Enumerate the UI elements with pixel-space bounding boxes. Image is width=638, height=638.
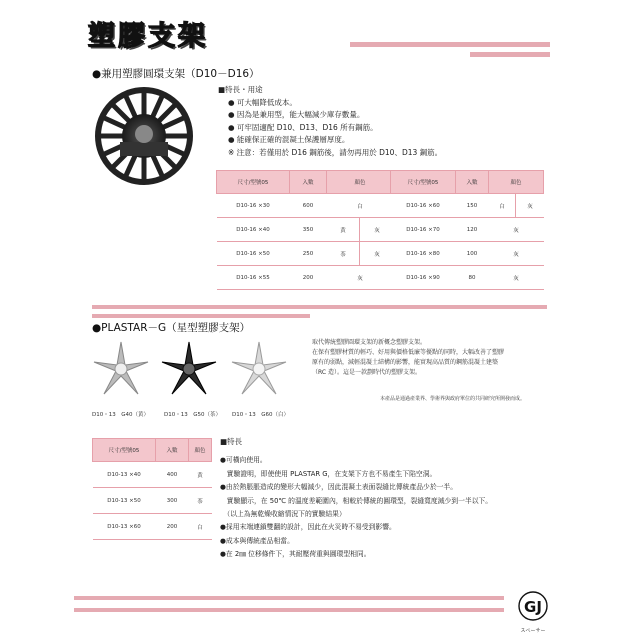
logo-mark-icon — [513, 589, 553, 623]
star-spacer-image-yellow — [92, 340, 150, 398]
col-header-qty: 入數 — [156, 439, 189, 462]
feature-item: （以上為無乾燥收縮情況下的實驗結果） — [220, 510, 346, 519]
table-row: D10-16 ×70 120 灰 — [391, 218, 544, 242]
col-header-size: 尺寸/型號05 — [93, 439, 156, 462]
star-caption: D10・13 G50（茶） — [164, 412, 221, 418]
table-row: D10-16 ×90 80 灰 — [391, 266, 544, 290]
credit-note: 本產品是通過產業界、學術界與政府單位的共同研究所開發而成。 — [380, 396, 526, 402]
table-row: D10-16 ×55 200 灰 — [217, 266, 394, 290]
feature-item: ●由於熱脹脹造成的變形大幅減少，因此混凝土表面裂縫比傳統產品少於一半。 — [220, 483, 458, 492]
col-header-color: 顏色 — [327, 171, 394, 194]
intro-line: 在保有塑膠材質的輕巧、好用與價格低廉等優點的同時，大幅改善了塑膠 — [312, 349, 505, 356]
intro-line: （RC 造）。這是一款劃時代的塑膠支架。 — [312, 369, 421, 376]
logo-letters: GJ — [524, 598, 542, 616]
section1-features — [218, 84, 442, 160]
ring-spacer-image — [90, 82, 198, 190]
feature-item: ● 可大幅降低成本。 — [228, 97, 297, 107]
section2-heading: ●PLASTAR－G（星型塑膠支架） — [92, 322, 251, 334]
spec-table-right — [390, 170, 544, 290]
intro-line: 取代傳統塑膠圓環支架的新概念塑膠支架。 — [312, 339, 427, 346]
table-row: D10-16 ×40 350 黃 灰 — [217, 218, 394, 242]
feature-item: ● 能確保正確的混凝土保護層厚度。 — [228, 135, 350, 145]
star-spacer-image-brown — [160, 340, 218, 398]
section1-heading: ●兼用塑膠圓環支架（D10－D16） — [92, 68, 260, 80]
section2-features — [220, 435, 492, 562]
title-underline-bar — [350, 42, 550, 47]
table-row: D10-16 ×80 100 灰 — [391, 242, 544, 266]
star-spacer-image-white — [230, 340, 288, 398]
feature-item: 實驗顯示，在 50℃ 的溫度差範圍內，相較於傳統的圓環型，裂縫寬度減少到一半以下。 — [220, 496, 493, 505]
features-heading: ■特長・用途 — [218, 85, 263, 94]
spec-table-plastar — [92, 438, 212, 540]
table-row: D10-13 ×50 300 茶 — [93, 488, 212, 514]
feature-item: ● 因為是兼用型，能大幅減少庫存數量。 — [228, 110, 365, 120]
section-divider-bar — [92, 305, 547, 309]
col-header-size: 尺寸/型號05 — [217, 171, 290, 194]
feature-item: ●採用末端連鎖雙翻的設計，因此在火災時不易受到影響。 — [220, 523, 396, 532]
table-row: D10-16 ×30 600 白 — [217, 194, 394, 218]
col-header-qty: 入數 — [456, 171, 489, 194]
col-header-color: 顏色 — [189, 439, 212, 462]
footer-bar-short — [74, 608, 504, 612]
feature-item: ● 可牢固適配 D10、D13、D16 所有鋼筋。 — [228, 122, 378, 132]
feature-item: 實驗證明，即使使用 PLASTAR G，在支架下方也不易產生下陷空洞。 — [220, 469, 437, 478]
section-divider-bar-short — [92, 314, 310, 318]
features-heading: ■特長 — [220, 437, 243, 446]
intro-line: 原有的弱點，減輕混凝土結構的影響，能實現高品質的鋼筋混凝土建築 — [312, 359, 499, 366]
logo-text: スペーサー — [520, 628, 546, 634]
star-caption: D10・13 G40（黃） — [92, 412, 149, 418]
page-title: 塑膠支架 — [88, 21, 208, 52]
footer-bar — [74, 596, 504, 600]
table-row: D10-16 ×60 150 白 灰 — [391, 194, 544, 218]
table-row: D10-16 ×50 250 茶 灰 — [217, 242, 394, 266]
feature-item: ●在 2㎜ 位移條件下，其耐壓荷重與圓環型相同。 — [220, 550, 371, 559]
title-underline-bar-short — [470, 52, 550, 57]
section2-intro — [312, 338, 504, 378]
feature-item: ●成本與傳統產品相當。 — [220, 536, 294, 545]
col-header-size: 尺寸/型號05 — [391, 171, 456, 194]
feature-note: ※ 注意：若僅用於 D16 鋼筋後，請勿再用於 D10、D13 鋼筋。 — [228, 147, 443, 157]
star-caption: D10・13 G60（白） — [232, 412, 289, 418]
col-header-color: 顏色 — [489, 171, 544, 194]
col-header-qty: 入數 — [290, 171, 327, 194]
table-row: D10-13 ×60 200 白 — [93, 514, 212, 540]
feature-item: ●可橫向使用。 — [220, 456, 267, 465]
table-row: D10-13 ×40 400 黃 — [93, 462, 212, 488]
company-logo — [513, 589, 553, 633]
spec-table-left — [216, 170, 394, 290]
